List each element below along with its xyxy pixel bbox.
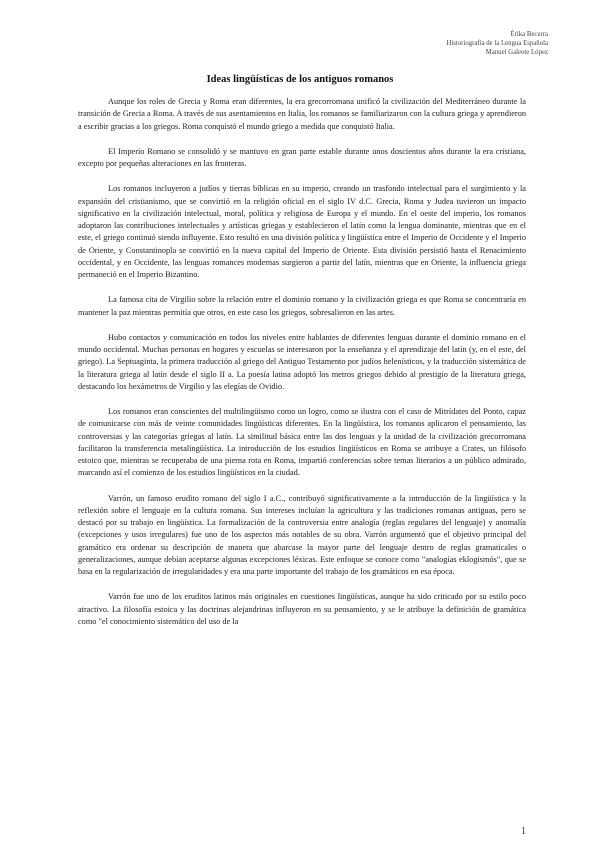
paragraph-4: La famosa cita de Virgilio sobre la relación entre el dominio romano y la civilización griega es que Roma se concentraría en mantener la paz mientras permitía que otros, en este caso los griegos, sobresalieron en las artes. xyxy=(78,295,526,317)
document-title: Ideas lingüísticas de los antiguos romanos xyxy=(206,74,394,85)
paragraph-7: Varrón, un famoso erudito romano del siglo I a.C., contribuyó significativamente a la introducción de la lingüística y la reflexión sobre el lenguaje en la cultura romana. Sus intereses incluían la agricultura y las tradiciones romanas antiguas, pero se destacó por su trabajo en lingüística. La formalización de la controversia entre analogía (reglas regulares del lenguaje) y anomalía (excepciones y usos irregulares) fue uno de los aspectos más notables de su obra. Varrón argumentó que el objetivo principal del gramático era ordenar su descripción de manera que abarcase la mayor parte del lenguaje dentro de reglas gramaticales o generalizaciones, aunque debían aceptarse algunas excepciones léxicas. Este enfoque se conoce como "analogías eklogismós", que se basa en la regularización de irregularidades y era una parte importante del trabajo de los gramáticos en esa época. xyxy=(78,493,526,576)
page-header xyxy=(446,30,548,57)
paragraph-6: Los romanos eran conscientes del multilingüismo como un logro, como se ilustra con el caso de Mitrídates del Ponto, capaz de comunicarse con más de veinte comunidades lingüísticas diferentes. En la lingüística, los romanos aplicaron el pensamiento, las controversias y las categorías griegas al latín. La similitud básica entre las dos lenguas y la unidad de la civilización grecorromana facilitaron la transferencia metalingüística. La introducción de los estudios lingüísticos en Roma se atribuye a Crates, un filósofo estoico que, mientras se recuperaba de una pierna rota en Roma, impartió conferencias sobre temas literarios a un público admirado, marcando así el comienzo de los estudios lingüísticos en la ciudad. xyxy=(78,407,526,478)
paragraph-2: El Imperio Romano se consolidó y se mantuvo en gran parte estable durante unos doscientos años durante la era cristiana, excepto por pequeñas alteraciones en las fronteras. xyxy=(78,146,526,168)
paragraph-1: Aunque los roles de Grecia y Roma eran diferentes, la era grecorromana unificó la civilización del Mediterráneo durante la transición de Grecia a Roma. A través de sus asentamientos en Italia, los romanos se familiarizaron con la cultura griega y aprendieron a escribir gracias a los griegos. Roma conquistó el mundo griego a medida que conquistó Italia. xyxy=(78,97,526,131)
page-number: 1 xyxy=(521,826,526,837)
paragraph-3: Los romanos incluyeron a judíos y tierras bíblicas en su imperio, creando un trasfondo intelectual para el surgimiento y la expansión del cristianismo, que se convirtió en la religión oficial en el siglo IV d.C. Grecia, Roma y Judea tuvieron un impacto significativo en la civilización intelectual, moral, política y religiosa de Europa y el mundo. En el oeste del imperio, los romanos adoptaron las contribuciones intelectuales y artísticas griegas y establecieron el latín como la lengua dominante, mientras que en el este, el griego continuó siendo influyente. Esto resultó en una división política y lingüística entre el Imperio de Occidente y el Imperio de Oriente, y Constantinopla se convirtió en la nueva capital del Imperio de Oriente. Esta división persistió hasta el Renacimiento occidental, y en Occidente, las lenguas romances modernas surgieron a partir del latín, mientras que en Oriente, la influencia griega permaneció en el Imperio Bizantino. xyxy=(78,184,526,279)
header-professor: Manuel Galeote López xyxy=(485,49,548,56)
header-author: Érika Becerra xyxy=(510,31,548,38)
paragraph-5: Hubo contactos y comunicación en todos los niveles entre hablantes de diferentes lenguas durante el dominio romano en el mundo occidental. Muchas personas en hogares y escuelas se interesaron por la enseñanza y el aprendizaje del latín (y, en el este, del griego). La Septuaginta, la primera traducción al griego del Antiguo Testamento por judíos helenísticos, y la traducción sistemática de la literatura griega al latín desde el siglo II a. La poesía latina adoptó los metros griegos debido al prestigio de la literatura griega, destacando los hexámetros de Virgilio y las elegías de Ovidio. xyxy=(78,332,526,391)
document-body xyxy=(78,96,526,641)
paragraph-8: Varrón fue uno de los eruditos latinos más originales en cuestiones lingüísticas, aunque ha sido criticado por su estilo poco atractivo. La filosofía estoica y las doctrinas alejandrinas influyeron en su pensamiento, y se le atribuye la definición de gramática como "el conocimiento sistemático del uso de la xyxy=(78,592,526,626)
header-course: Historiografía de la Lengua Española xyxy=(446,40,548,47)
